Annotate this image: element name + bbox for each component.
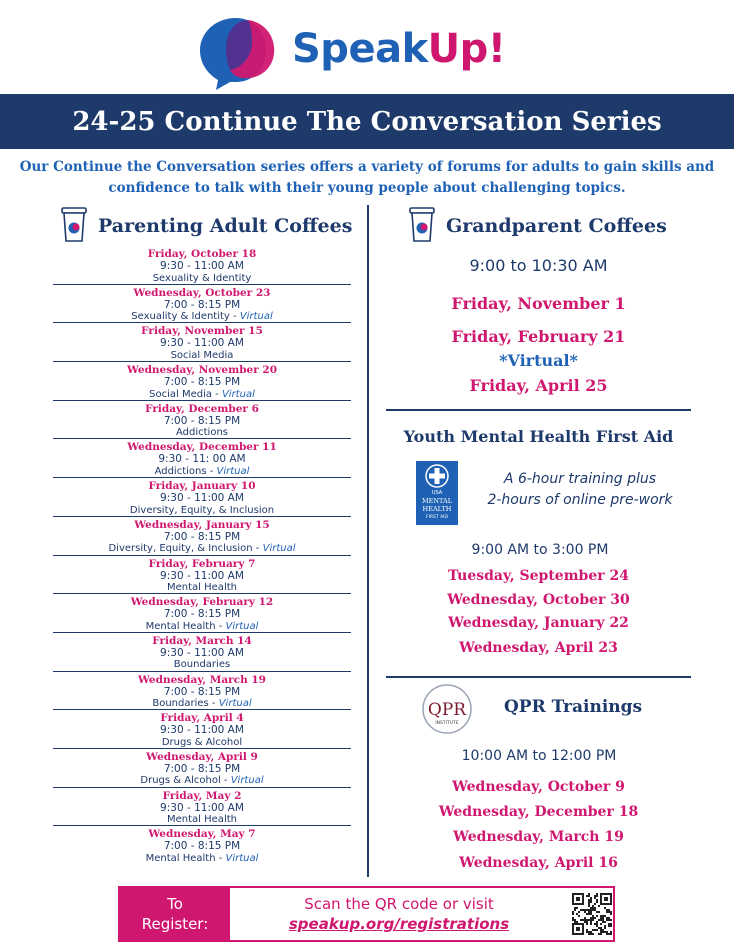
event-topic: [53, 775, 351, 788]
event-topic-text: Addictions -: [154, 465, 217, 477]
event-topic-text: Social Media -: [149, 388, 222, 400]
logo-wordmark: [292, 26, 506, 72]
event-time: 7:00 - 8:15 PM: [163, 762, 241, 775]
registration-footer: [118, 886, 615, 942]
event-item: [53, 285, 351, 324]
badge-text: MENTAL: [421, 497, 453, 505]
event-time: 9:30 - 11:00 AM: [160, 492, 244, 505]
event-date: Friday, May 2: [162, 789, 242, 802]
event-time: 9:30 - 11:00 AM: [160, 260, 244, 272]
event-time: 9:30 - 11:00 AM: [160, 801, 244, 814]
coffee-cup-icon: [61, 207, 87, 243]
event-date: Wednesday, December 11: [127, 441, 277, 454]
virtual-tag: Virtual: [216, 465, 250, 477]
event-topic: [53, 853, 351, 866]
grandparent-date: Friday, February 21: [451, 327, 626, 346]
event-item: [53, 439, 351, 478]
event-item: [53, 362, 351, 401]
banner-title: 24-25 Continue The Conversation Series: [72, 106, 662, 137]
event-topic: [53, 698, 351, 711]
ymhfa-description: A 6-hour training plus: [503, 471, 657, 487]
mental-health-first-aid-badge-icon: [416, 461, 458, 525]
grandparent-date: Friday, April 25: [469, 376, 608, 395]
event-time: 7:00 - 8:15 PM: [163, 608, 241, 621]
event-topic: [53, 737, 351, 750]
event-topic-text: Sexuality & Identity: [152, 272, 252, 284]
logo-word-up: Up!: [427, 26, 506, 72]
event-time: 7:00 - 8:15 PM: [163, 840, 241, 853]
register-label: [120, 888, 230, 940]
event-item: [53, 246, 351, 285]
qpr-logo-text: QPR: [427, 700, 467, 720]
event-topic-text: Addictions: [175, 427, 228, 439]
event-date: Friday, October 18: [147, 248, 257, 260]
parenting-event-list: [53, 246, 351, 865]
column-divider: [367, 205, 369, 877]
virtual-tag: Virtual: [221, 388, 255, 400]
event-topic: [53, 311, 351, 324]
ymhfa-date: Tuesday, September 24: [448, 568, 629, 584]
event-item: [53, 556, 351, 595]
event-time: 9:30 - 11:00 AM: [160, 569, 244, 582]
event-topic-text: Drugs & Alcohol: [161, 736, 243, 748]
event-time: 9:30 - 11:00 AM: [160, 337, 244, 350]
event-topic: [53, 350, 351, 363]
ymhfa-title: Youth Mental Health First Aid: [403, 427, 674, 446]
event-date: Friday, March 14: [152, 634, 252, 647]
virtual-tag: Virtual: [230, 775, 264, 787]
event-time: 7:00 - 8:15 PM: [163, 685, 241, 698]
ymhfa-time: 9:00 AM to 3:00 PM: [471, 542, 609, 558]
event-item: [53, 633, 351, 672]
event-item: [53, 517, 351, 556]
event-date: Friday, April 4: [160, 712, 244, 725]
ymhfa-date: Wednesday, October 30: [447, 592, 630, 608]
event-item: [53, 323, 351, 362]
speech-bubbles-icon: [196, 12, 276, 90]
virtual-tag: Virtual: [262, 543, 296, 555]
event-date: Wednesday, March 19: [138, 673, 266, 686]
event-time: 7:00 - 8:15 PM: [163, 298, 241, 311]
scan-text: Scan the QR code or visit: [304, 895, 494, 913]
parenting-title: Parenting Adult Coffees: [98, 215, 353, 237]
event-date: Friday, January 10: [148, 480, 256, 493]
qpr-logo-sub: INSTITUTE: [435, 721, 459, 726]
intro-paragraph: Our Continue the Conversation series offers a variety of forums for adults to gain skills and confidence to talk with their young people about challenging topics.: [19, 159, 715, 196]
event-item: [53, 749, 351, 788]
event-topic-text: Social Media: [170, 349, 234, 361]
grandparent-title: Grandparent Coffees: [446, 215, 667, 237]
virtual-note: *Virtual*: [499, 351, 578, 370]
ymhfa-date: Wednesday, January 22: [448, 615, 629, 631]
event-topic-text: Diversity, Equity, & Inclusion -: [108, 543, 263, 555]
event-date: Friday, February 7: [148, 557, 256, 570]
section-divider: [386, 676, 691, 678]
event-date: Wednesday, February 12: [130, 596, 274, 609]
qpr-date: Wednesday, March 19: [453, 829, 624, 845]
event-time: 7:00 - 8:15 PM: [163, 414, 241, 427]
register-label-line: To: [167, 895, 183, 913]
badge-text: USA: [431, 490, 443, 496]
event-topic-text: Sexuality & Identity -: [131, 311, 240, 323]
virtual-tag: Virtual: [225, 852, 259, 864]
coffee-cup-icon: [409, 207, 435, 243]
event-topic: [53, 273, 351, 286]
event-item: [53, 788, 351, 827]
event-topic-text: Mental Health: [167, 582, 237, 593]
event-topic-text: Drugs & Alcohol -: [140, 775, 231, 787]
badge-text: HEALTH: [422, 505, 452, 513]
speakup-logo: [196, 12, 546, 90]
event-item: [53, 672, 351, 711]
qpr-title: QPR Trainings: [504, 697, 643, 717]
event-topic: [53, 466, 351, 479]
event-date: Wednesday, January 15: [134, 518, 270, 531]
event-topic: [53, 621, 351, 634]
event-topic: [53, 389, 351, 402]
event-topic: [53, 814, 351, 827]
event-time: 7:00 - 8:15 PM: [163, 530, 241, 543]
registration-link[interactable]: speakup.org/registrations: [288, 915, 510, 933]
event-time: 9:30 - 11:00 AM: [160, 646, 244, 659]
event-topic-text: Mental Health -: [145, 620, 226, 632]
event-item: [53, 826, 351, 865]
ymhfa-description: 2-hours of online pre-work: [487, 492, 673, 508]
event-item: [53, 478, 351, 517]
event-topic: [53, 505, 351, 518]
event-date: Wednesday, April 9: [146, 750, 258, 763]
virtual-tag: Virtual: [218, 698, 252, 710]
event-topic: [53, 659, 351, 672]
qr-code-icon[interactable]: [571, 892, 613, 936]
event-date: Wednesday, May 7: [148, 828, 256, 841]
event-date: Wednesday, November 20: [126, 364, 278, 377]
event-topic-text: Boundaries: [173, 659, 231, 671]
qpr-date: Wednesday, December 18: [438, 804, 639, 820]
event-date: Wednesday, October 23: [133, 286, 271, 299]
event-topic: [53, 427, 351, 440]
event-item: [53, 594, 351, 633]
registration-instructions: [238, 894, 560, 934]
event-topic: [53, 582, 351, 595]
register-label-line: Register:: [141, 915, 209, 933]
grandparent-date: Friday, November 1: [451, 294, 626, 313]
virtual-tag: Virtual: [239, 311, 273, 323]
event-item: [53, 710, 351, 749]
event-time: 9:30 - 11: 00 AM: [158, 453, 246, 466]
qpr-date: Wednesday, April 16: [459, 855, 618, 871]
event-date: Friday, November 15: [141, 325, 263, 338]
event-topic-text: Mental Health -: [145, 852, 226, 864]
event-time: 7:00 - 8:15 PM: [163, 376, 241, 389]
event-topic-text: Boundaries -: [152, 698, 219, 710]
badge-text: FIRST AID: [426, 515, 448, 520]
qpr-institute-logo-icon: [421, 683, 473, 735]
series-banner: [0, 94, 734, 149]
event-topic-text: Mental Health: [167, 814, 237, 826]
event-date: Friday, December 6: [145, 402, 259, 415]
section-divider: [386, 409, 691, 411]
event-topic: [53, 543, 351, 556]
event-topic-text: Diversity, Equity, & Inclusion: [129, 504, 275, 516]
virtual-tag: Virtual: [225, 620, 259, 632]
logo-word-speak: Speak: [292, 26, 428, 72]
grandparent-time: 9:00 to 10:30 AM: [469, 256, 608, 275]
event-item: [53, 401, 351, 440]
qpr-time: 10:00 AM to 12:00 PM: [461, 748, 617, 764]
qpr-date: Wednesday, October 9: [452, 779, 625, 795]
event-time: 9:30 - 11:00 AM: [160, 724, 244, 737]
ymhfa-date: Wednesday, April 23: [459, 640, 618, 656]
